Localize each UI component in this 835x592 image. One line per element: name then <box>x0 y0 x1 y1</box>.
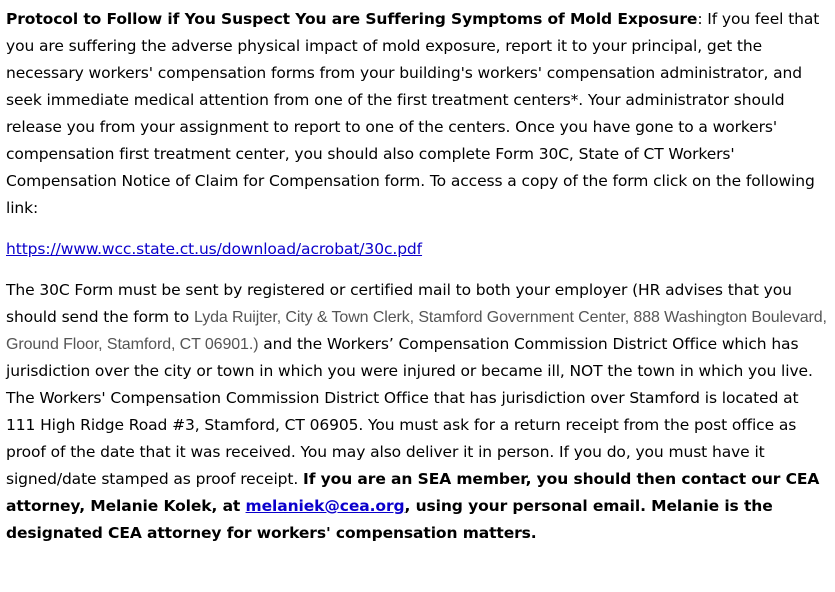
clerk-address: Lyda Ruijter, City & Town Clerk, Stamford Government Center, 888 Washington Boulevard, Ground Floor, Stamford, CT 06901.) <box>6 309 827 353</box>
protocol-heading: Protocol to Follow if You Suspect You are Suffering Symptoms of Mold Exposure <box>6 10 698 28</box>
form-link-paragraph <box>6 236 829 263</box>
form-30c-intro: The 30C Form must be sent by registered or certified mail to both your employer (HR advises that you should send the form to <box>6 281 792 326</box>
form-30c-continuation: and the Workers’ Compensation Commission District Office which has jurisdiction over the city or town in which you were injured or became ill, NOT the town in which you live. The Workers' Compensation Commission District Office that has jurisdiction over Stamford is located at 111 High Ridge Road #3, Stamford, CT 06905. You must ask for a return receipt from the post office as proof of the date that it was received. You may also deliver it in person. If you do, you must have it signed/date stamped as proof receipt. <box>6 335 813 488</box>
form-30c-paragraph <box>6 277 829 547</box>
protocol-body: If you feel that you are suffering the adverse physical impact of mold exposure, report it to your principal, get the necessary workers' compensation forms from your building's workers' compensation administrator, and seek immediate medical attention from one of the first treatment centers*. Your administrator should release you from your assignment to report to one of the centers. Once you have gone to a workers' compensation first treatment center, you should also complete Form 30C, State of CT Workers' Compensation Notice of Claim for Compensation form. To access a copy of the form click on the following link: <box>6 10 820 217</box>
heading-separator: : <box>697 10 703 28</box>
form-30c-link[interactable]: https://www.wcc.state.ct.us/download/acrobat/30c.pdf <box>6 240 423 258</box>
sea-notice-after: , using your personal email. Melanie is the designated CEA attorney for workers' compensation matters. <box>6 497 773 542</box>
sea-notice-before: If you are an SEA member, you should then contact our CEA attorney, Melanie Kolek, at <box>6 470 820 515</box>
protocol-paragraph <box>6 6 829 222</box>
attorney-email-link[interactable]: melaniek@cea.org <box>245 497 405 515</box>
